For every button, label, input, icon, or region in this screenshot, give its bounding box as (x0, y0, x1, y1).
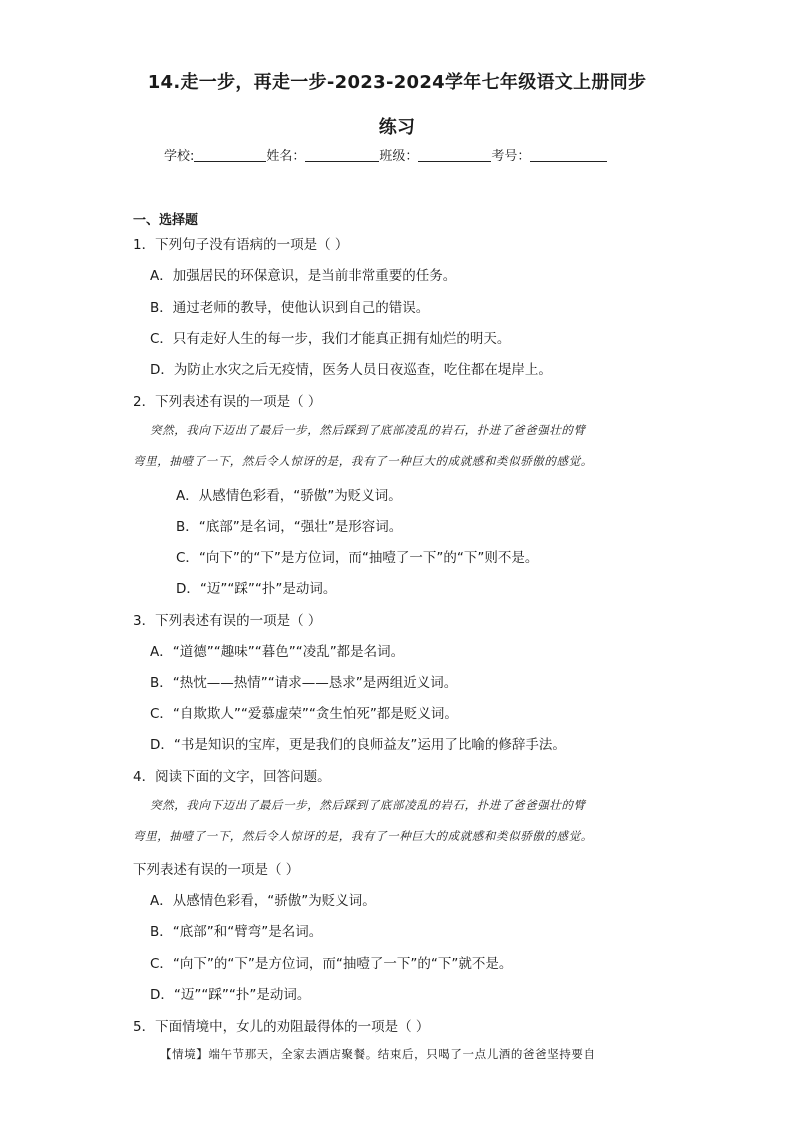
section-heading: 一、选择题 (133, 213, 199, 228)
question-2-stem: 2．下列表述有误的一项是（ ） (133, 394, 322, 410)
question-4-option-d: D．“迈”“踩”“扑”是动词。 (150, 987, 311, 1003)
question-4-stem: 4．阅读下面的文字，回答问题。 (133, 769, 331, 785)
question-2-passage-line-2: 弯里，抽噎了一下，然后令人惊讶的是，我有了一种巨大的成就感和类似骄傲的感觉。 (133, 454, 593, 468)
question-3-stem: 3．下列表述有误的一项是（ ） (133, 613, 322, 629)
student-info-row (164, 145, 607, 164)
question-3-option-c: C．“自欺欺人”“爱慕虚荣”“贪生怕死”都是贬义词。 (150, 706, 458, 722)
question-1-option-c: C．只有走好人生的每一步，我们才能真正拥有灿烂的明天。 (150, 331, 511, 347)
school-label: 学校: (164, 149, 195, 164)
question-3-option-a: A．“道德”“趣味”“暮色”“凌乱”都是名词。 (150, 644, 405, 660)
class-field[interactable] (418, 148, 491, 162)
question-4-passage-line-2: 弯里，抽噎了一下，然后令人惊讶的是，我有了一种巨大的成就感和类似骄傲的感觉。 (133, 829, 593, 843)
exam-number-field[interactable] (530, 148, 607, 162)
question-2-passage-line-1: 突然，我向下迈出了最后一步，然后踩到了底部凌乱的岩石，扑进了爸爸强壮的臂 (150, 423, 586, 437)
question-5-context: 【情境】端午节那天，全家去酒店聚餐。结束后，只喝了一点儿酒的爸爸坚持要自 (160, 1047, 596, 1061)
class-label: 班级： (379, 149, 419, 164)
question-2-option-d: D．“迈”“踩”“扑”是动词。 (176, 581, 337, 597)
question-2-option-b: B．“底部”是名词，“强壮”是形容词。 (176, 519, 403, 535)
question-4-option-a: A．从感情色彩看，“骄傲”为贬义词。 (150, 893, 376, 909)
question-2-option-c: C．“向下”的“下”是方位词，而“抽噎了一下”的“下”则不是。 (176, 550, 539, 566)
question-4-passage-line-1: 突然，我向下迈出了最后一步，然后踩到了底部凌乱的岩石，扑进了爸爸强壮的臂 (150, 798, 586, 812)
page-title-continued: 练习 (378, 117, 416, 138)
question-3-option-d: D．“书是知识的宝库，更是我们的良师益友”运用了比喻的修辞手法。 (150, 737, 566, 753)
question-1-option-d: D．为防止水灾之后无疫情，医务人员日夜巡查，吃住都在堤岸上。 (150, 362, 552, 378)
page-title: 14.走一步，再走一步-2023-2024学年七年级语文上册同步 (147, 72, 647, 93)
school-field[interactable] (194, 148, 266, 162)
question-4-sub-stem: 下列表述有误的一项是（ ） (133, 862, 300, 878)
name-label: 姓名： (266, 149, 306, 164)
question-1-stem: 1．下列句子没有语病的一项是（ ） (133, 237, 349, 253)
name-field[interactable] (305, 148, 379, 162)
question-1-option-b: B．通过老师的教导，使他认识到自己的错误。 (150, 300, 430, 316)
exam-number-label: 考号： (491, 149, 531, 164)
question-3-option-b: B．“热忱——热情”“请求——恳求”是两组近义词。 (150, 675, 458, 691)
question-5-stem: 5．下面情境中，女儿的劝阻最得体的一项是（ ） (133, 1019, 430, 1035)
question-1-option-a: A．加强居民的环保意识，是当前非常重要的任务。 (150, 268, 457, 284)
question-4-option-c: C．“向下”的“下”是方位词，而“抽噎了一下”的“下”就不是。 (150, 956, 513, 972)
question-2-option-a: A．从感情色彩看，“骄傲”为贬义词。 (176, 488, 402, 504)
question-4-option-b: B．“底部”和“臂弯”是名词。 (150, 924, 323, 940)
